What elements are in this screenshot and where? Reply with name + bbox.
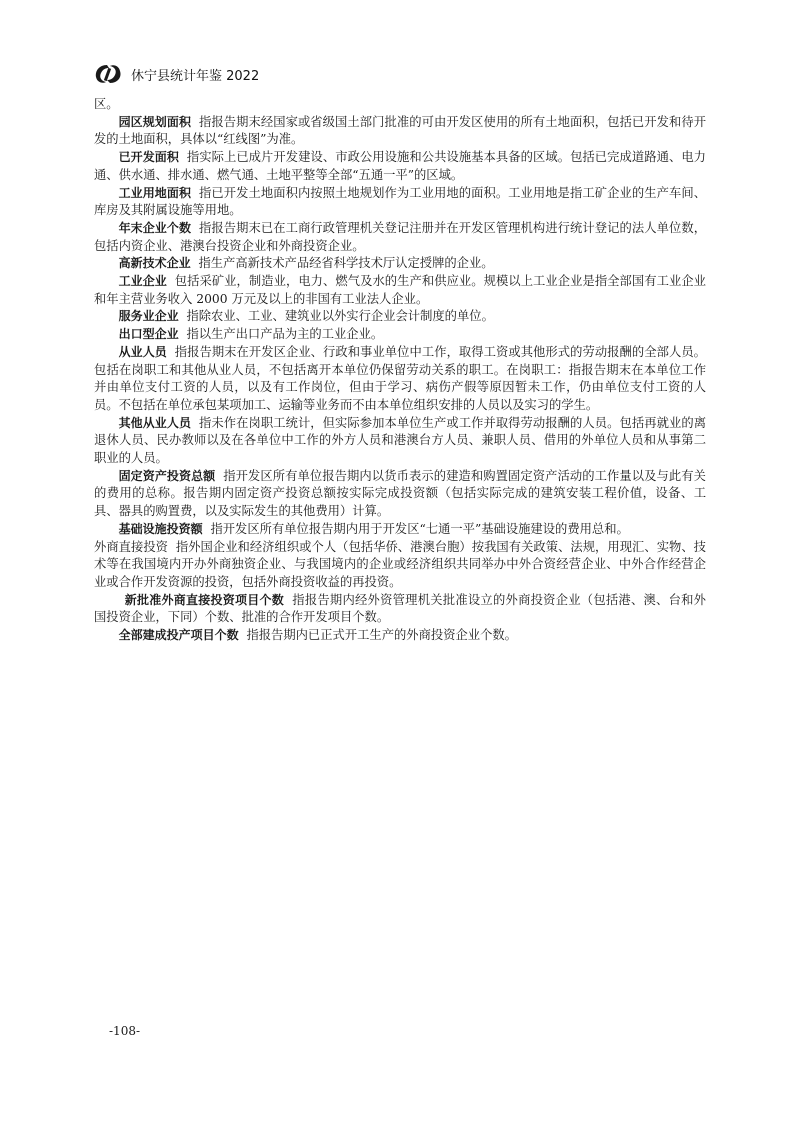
entry-text: 指除农业、工业、建筑业以外实行企业会计制度的单位。 — [186, 309, 494, 324]
entry-industrial-land-area — [94, 185, 706, 220]
entry-text: 指报告期内已正式开工生产的外商投资企业个数。 — [246, 628, 517, 643]
entry-text: 指报告期末已在工商行政管理机关登记注册并在开发区管理机构进行统计登记的法人单位数，包括内资企业、港澳台投资企业和外商投资企业。 — [94, 220, 706, 253]
entry-infrastructure-investment — [94, 521, 706, 539]
page-header — [93, 62, 259, 86]
glossary-content — [94, 96, 706, 645]
continuation-text: 区。 — [94, 97, 119, 111]
entry-text: 指未作在岗职工统计，但实际参加本单位生产或工作并取得劳动报酬的人员。包括再就业的离退休人员、民办教师以及在各单位中工作的外方人员和港澳台方人员、兼职人员、借用的外单位人员和从事第二职业的人员。 — [94, 415, 706, 466]
page-number: -108- — [109, 1024, 141, 1038]
yearbook-logo-icon — [93, 62, 123, 86]
entry-term: 固定资产投资总额 — [118, 468, 216, 483]
entry-term: 从业人员 — [118, 344, 167, 359]
entry-year-end-enterprises — [94, 220, 706, 255]
entry-text: 指生产高新技术产品经省科学技术厅认定授牌的企业。 — [198, 256, 494, 271]
entry-text: 指报告期末在开发区企业、行政和事业单位中工作，取得工资或其他形式的劳动报酬的全部人员。包括在岗职工和其他从业人员，不包括离开本单位仍保留劳动关系的职工。在岗职工：指报告期末在本单位工作并由单位支付工资的人员，以及有工作岗位，但由于学习、病伤产假等原因暂未工作，仍由单位支付工资的人员。不包括在单位承包某项加工、运输等业务而不由本单位组织安排的人员以及实习的学生。 — [94, 344, 706, 412]
entry-developed-area — [94, 149, 706, 184]
entry-term: 园区规划面积 — [118, 114, 192, 129]
entry-text: 指开发区所有单位报告期内用于开发区“七通一平”基础设施建设的费用总和。 — [210, 521, 629, 536]
entry-text: 指已开发土地面积内按照土地规划作为工业用地的面积。工业用地是指工矿企业的生产车间、库房及其附属设施等用地。 — [94, 185, 706, 218]
entry-employees — [94, 344, 706, 415]
entry-text: 指开发区所有单位报告期内以货币表示的建造和购置固定资产活动的工作量以及与此有关的费用的总称。报告期内固定资产投资总额按实际完成投资额（包括实际完成的建筑安装工程价值，设备、工具、器具的购置费，以及实际发生的其他费用）计算。 — [94, 468, 706, 519]
entry-text: 包括采矿业，制造业，电力、燃气及水的生产和供应业。规模以上工业企业是指全部国有工业企业和年主营业务收入 2000 万元及以上的非国有工业法人企业。 — [94, 274, 706, 306]
entry-text: 指报告期内经外资管理机关批准设立的外商投资企业（包括港、澳、台和外国投资企业，下同）个数、批准的合作开发项目个数。 — [94, 592, 706, 625]
entry-term: 新批准外商直接投资项目个数 — [124, 592, 284, 607]
entry-term: 全部建成投产项目个数 — [118, 628, 239, 643]
entry-new-fdi-projects — [94, 592, 706, 627]
entry-completed-projects — [94, 627, 706, 645]
entry-park-planned-area — [94, 114, 706, 149]
entry-term: 工业企业 — [118, 274, 167, 289]
entry-term: 已开发面积 — [118, 150, 179, 165]
entry-term: 出口型企业 — [118, 327, 179, 342]
entry-high-tech-enterprises — [94, 255, 706, 273]
entry-text: 指以生产出口产品为主的工业企业。 — [186, 327, 384, 342]
entry-service-enterprises — [94, 308, 706, 326]
entry-term: 服务业企业 — [118, 309, 179, 324]
entry-term: 其他从业人员 — [118, 415, 192, 430]
entry-term: 高新技术企业 — [118, 256, 191, 271]
entry-term: 年末企业个数 — [118, 220, 192, 235]
entry-text: 指外国企业和经济组织或个人（包括华侨、港澳台胞）按我国有关政策、法规，用现汇、实物、技术等在我国境内开办外商独资企业、与我国境内的企业或经济组织共同举办中外合资经营企业、中外合作经营企业或合作开发资源的投资，包括外商投资收益的再投资。 — [94, 539, 706, 589]
entry-text: 指报告期末经国家或省级国土部门批准的可由开发区使用的所有土地面积，包括已开发和待开发的土地面积，具体以“红线图”为准。 — [94, 114, 706, 147]
entry-foreign-direct-investment — [94, 539, 706, 592]
entry-term: 外商直接投资 — [94, 539, 168, 554]
entry-text: 指实际上已成片开发建设、市政公用设施和公共设施基本具备的区域。包括已完成道路通、电力通、供水通、排水通、燃气通、土地平整等全部“五通一平”的区域。 — [94, 150, 706, 182]
entry-export-enterprises — [94, 326, 706, 344]
entry-other-employees — [94, 415, 706, 468]
entry-term: 工业用地面积 — [118, 185, 192, 200]
entry-industrial-enterprises — [94, 273, 706, 308]
entry-term: 基础设施投资额 — [118, 521, 203, 536]
entry-fixed-asset-investment — [94, 468, 706, 521]
yearbook-title: 休宁县统计年鉴 2022 — [131, 68, 260, 84]
